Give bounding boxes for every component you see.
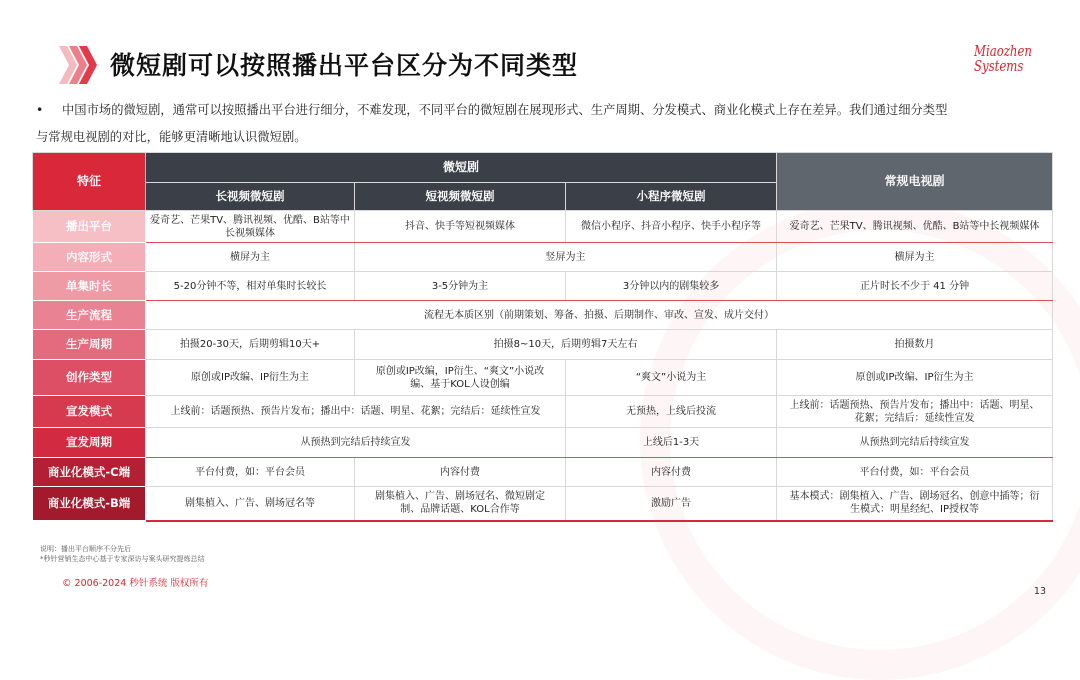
footnote-2: *秒针营销生态中心基于专家深访与案头研究提炼总结 — [40, 555, 205, 563]
cell-mini: 激励广告 — [566, 487, 777, 521]
cell-long: 爱奇艺、芒果TV、腾讯视频、优酷、B站等中长视频媒体 — [146, 211, 355, 243]
header-micro-drama: 微短剧 — [146, 153, 777, 183]
row-duration — [33, 272, 1053, 301]
brand-line-2: Systems — [974, 57, 1024, 75]
cell-mini: 无预热，上线后投流 — [566, 396, 777, 428]
cell-short: 剧集植入、广告、剧场冠名、微短剧定制、品牌话题、KOL合作等 — [355, 487, 566, 521]
header-tv-drama: 常规电视剧 — [777, 153, 1053, 211]
cell-mini: 3分钟以内的剧集较多 — [566, 272, 777, 301]
header-feature: 特征 — [33, 153, 146, 211]
row-label: 创作类型 — [33, 360, 146, 396]
cell-short: 内容付费 — [355, 458, 566, 487]
header-short-video: 短视频微短剧 — [355, 183, 566, 211]
cell-tv: 爱奇艺、芒果TV、腾讯视频、优酷、B站等中长视频媒体 — [777, 211, 1053, 243]
row-process — [33, 301, 1053, 330]
cell-long: 拍摄20-30天，后期剪辑10天+ — [146, 330, 355, 360]
cell-all: 流程无本质区别（前期策划、筹备、拍摄、后期制作、审改、宣发、成片交付） — [146, 301, 1053, 330]
header-mini-program: 小程序微短剧 — [566, 183, 777, 211]
header-long-video: 长视频微短剧 — [146, 183, 355, 211]
row-label: 宣发周期 — [33, 428, 146, 458]
cell-mini: 上线后1-3天 — [566, 428, 777, 458]
row-label: 内容形式 — [33, 243, 146, 272]
cell-tv: 上线前：话题预热、预告片发布；播出中：话题、明星、花絮；完结后：延续性宣发 — [777, 396, 1053, 428]
cell-long: 剧集植入、广告、剧场冠名等 — [146, 487, 355, 521]
intro-line-1: 中国市场的微短剧，通常可以按照播出平台进行细分，不难发现，不同平台的微短剧在展现形式、生产周期、分发模式、商业化模式上存在差异。我们通过细分类型 — [62, 103, 948, 117]
row-label: 单集时长 — [33, 272, 146, 301]
cell-tv: 基本模式：剧集植入、广告、剧场冠名、创意中插等；衍生模式：明星经纪、IP授权等 — [777, 487, 1053, 521]
brand-chevron-icon — [55, 44, 97, 86]
page-number: 13 — [1033, 586, 1046, 597]
cell-long: 平台付费，如：平台会员 — [146, 458, 355, 487]
cell-long-short: 从预热到完结后持续宣发 — [146, 428, 566, 458]
row-promo-mode — [33, 396, 1053, 428]
comparison-table — [32, 152, 1053, 522]
cell-long: 5-20分钟不等，相对单集时长较长 — [146, 272, 355, 301]
intro-line-2: 与常规电视剧的对比，能够更清晰地认识微短剧。 — [36, 130, 307, 144]
cell-long-short: 上线前：话题预热、预告片发布；播出中：话题、明星、花絮；完结后：延续性宣发 — [146, 396, 566, 428]
row-label: 播出平台 — [33, 211, 146, 243]
bullet-dot: • — [36, 103, 44, 117]
row-label: 宣发模式 — [33, 396, 146, 428]
footnotes — [40, 544, 205, 564]
copyright: © 2006-2024 秒针系统 版权所有 — [62, 578, 209, 589]
cell-short: 原创或IP改编，IP衍生、“爽文”小说改编、基于KOL人设创编 — [355, 360, 566, 396]
row-platform — [33, 211, 1053, 243]
row-label: 生产流程 — [33, 301, 146, 330]
page-title: 微短剧可以按照播出平台区分为不同类型 — [110, 51, 579, 80]
row-label: 商业化模式-C端 — [33, 458, 146, 487]
cell-mini: 微信小程序、抖音小程序、快手小程序等 — [566, 211, 777, 243]
cell-tv: 从预热到完结后持续宣发 — [777, 428, 1053, 458]
row-label: 商业化模式-B端 — [33, 487, 146, 521]
cell-long: 原创或IP改编、IP衍生为主 — [146, 360, 355, 396]
cell-short: 抖音、快手等短视频媒体 — [355, 211, 566, 243]
cell-short: 3-5分钟为主 — [355, 272, 566, 301]
cell-tv: 拍摄数月 — [777, 330, 1053, 360]
row-cycle — [33, 330, 1053, 360]
row-genre — [33, 360, 1053, 396]
cell-tv: 原创或IP改编、IP衍生为主 — [777, 360, 1053, 396]
footnote-1: 说明：播出平台顺序不分先后 — [40, 545, 131, 553]
cell-tv: 正片时长不少于 41 分钟 — [777, 272, 1053, 301]
row-label: 生产周期 — [33, 330, 146, 360]
row-format — [33, 243, 1053, 272]
cell-mini: 内容付费 — [566, 458, 777, 487]
cell-tv: 横屏为主 — [777, 243, 1053, 272]
row-comm-c — [33, 458, 1053, 487]
cell-tv: 平台付费，如：平台会员 — [777, 458, 1053, 487]
brand-line-1: Miaozhen — [974, 42, 1032, 60]
cell-short-mini: 拍摄8~10天，后期剪辑7天左右 — [355, 330, 777, 360]
row-comm-b — [33, 487, 1053, 521]
row-promo-cycle — [33, 428, 1053, 458]
cell-long: 横屏为主 — [146, 243, 355, 272]
cell-short-mini: 竖屏为主 — [355, 243, 777, 272]
cell-mini: “爽文”小说为主 — [566, 360, 777, 396]
brand-logo — [974, 44, 1030, 74]
intro-paragraph — [36, 97, 1046, 151]
